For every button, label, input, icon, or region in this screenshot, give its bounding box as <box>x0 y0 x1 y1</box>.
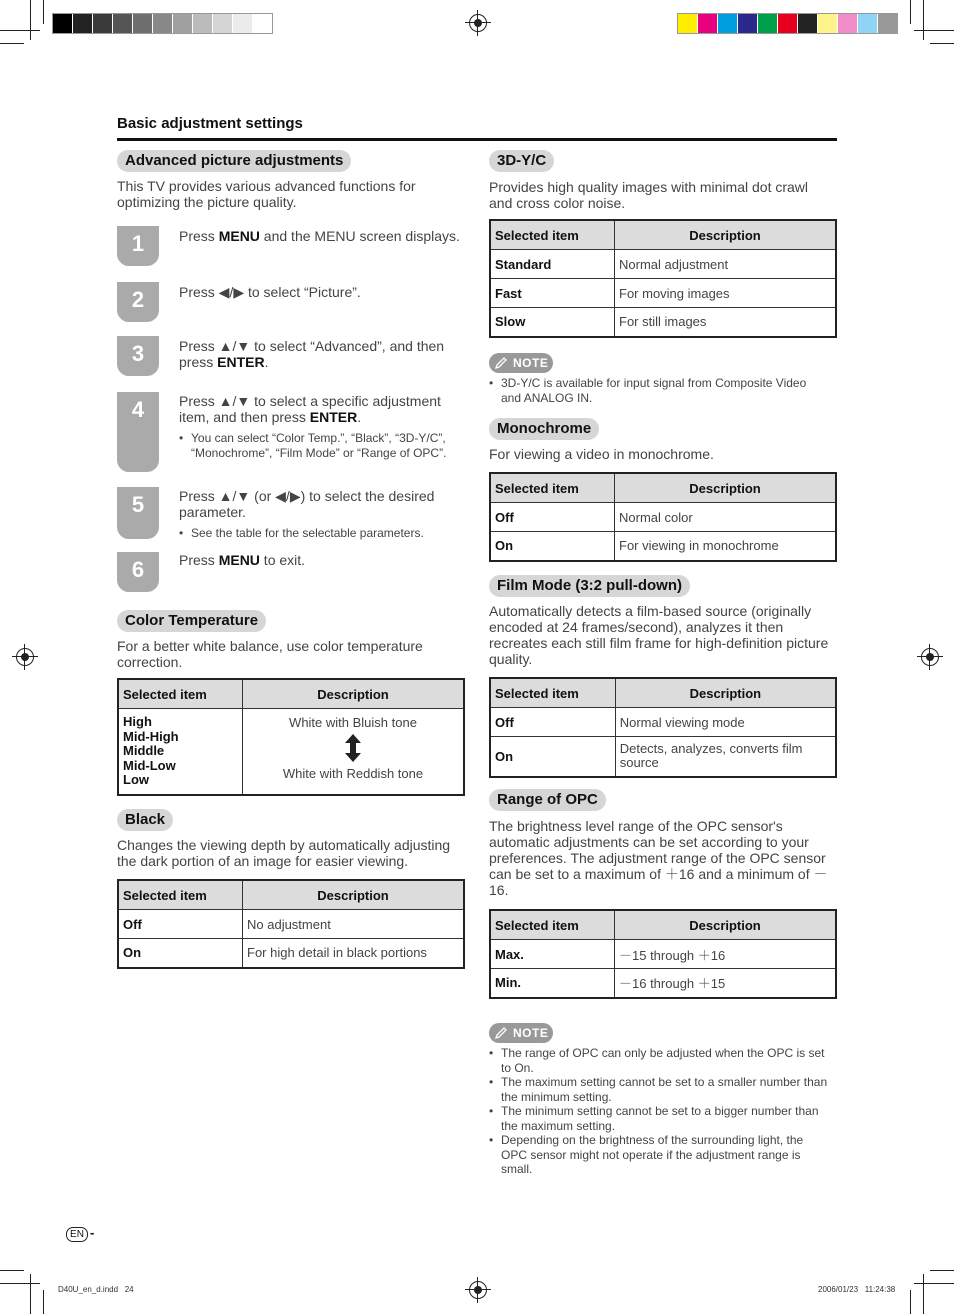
crop-mark <box>930 1270 954 1271</box>
table-header-item: Selected item <box>118 679 243 709</box>
table-header-desc: Description <box>615 678 836 708</box>
black-heading: Black <box>117 809 173 831</box>
table-row: On Detects, analyzes, converts film source <box>490 737 836 777</box>
registration-mark-icon <box>921 648 939 666</box>
table-header-item: Selected item <box>490 910 615 940</box>
crop-mark <box>0 1283 40 1284</box>
calibration-swatch <box>233 14 253 33</box>
crop-mark <box>0 43 24 44</box>
crop-mark <box>910 1290 911 1314</box>
page-dash: - <box>90 1225 95 1240</box>
step-number: 3 <box>117 336 159 376</box>
grayscale-calibration-bar <box>52 13 273 34</box>
crop-mark <box>0 30 40 31</box>
calibration-swatch <box>73 14 93 33</box>
crop-mark <box>923 0 924 40</box>
opc-notes <box>489 1046 829 1177</box>
section-rule <box>117 138 837 141</box>
table-row: Slow For still images <box>490 308 836 337</box>
registration-mark-icon <box>16 648 34 666</box>
film-mode-intro: Automatically detects a film-based source (originally encoded at 24 frames/second), analyzes it then recreates each still film frame for high-definition picture quality. <box>489 603 829 667</box>
color-temp-desc-bottom: White with Reddish tone <box>282 766 424 781</box>
calibration-swatch <box>113 14 133 33</box>
step-bullet: • See the table for the selectable parameters. <box>179 526 469 541</box>
calibration-swatch <box>213 14 233 33</box>
table-header-item: Selected item <box>490 678 615 708</box>
calibration-swatch <box>698 14 718 33</box>
calibration-swatch <box>738 14 758 33</box>
advanced-intro: This TV provides various advanced functions for optimizing the picture quality. <box>117 178 416 210</box>
color-temp-item: Low <box>123 772 149 787</box>
note-item: • The minimum setting cannot be set to a bigger number than the maximum setting. <box>489 1104 829 1133</box>
double-arrow-icon <box>247 730 459 766</box>
calibration-swatch <box>798 14 818 33</box>
crop-mark <box>30 0 31 40</box>
table-header-desc: Description <box>615 910 837 940</box>
crop-mark <box>910 0 911 24</box>
calibration-swatch <box>678 14 698 33</box>
opc-table <box>489 909 837 999</box>
table-row: Off Normal viewing mode <box>490 708 836 737</box>
calibration-swatch <box>53 14 73 33</box>
calibration-swatch <box>153 14 173 33</box>
color-temp-intro: For a better white balance, use color temperature correction. <box>117 638 423 670</box>
step-number: 6 <box>117 552 159 592</box>
crop-mark <box>30 1274 31 1314</box>
3dyc-notes <box>489 376 829 405</box>
step-text: Press ▲/▼ to select a specific adjustment item, and then press ENTER. • You can select “Color Temp.”, “Black”, “3D-Y/C”, “Monochrome”, “Film Mode” or “Range of OPC”. <box>179 393 469 461</box>
note-item: • The maximum setting cannot be set to a smaller number than the minimum setting. <box>489 1075 829 1104</box>
advanced-heading: Advanced picture adjustments <box>117 150 351 172</box>
table-row: On For high detail in black portions <box>118 939 464 968</box>
calibration-swatch <box>778 14 798 33</box>
3dyc-intro: Provides high quality images with minimal dot crawl and cross color noise. <box>489 179 809 211</box>
table-row: Fast For moving images <box>490 279 836 308</box>
table-row: Off No adjustment <box>118 910 464 939</box>
table-header-desc: Description <box>615 220 837 250</box>
table-row: On For viewing in monochrome <box>490 532 836 561</box>
calibration-swatch <box>93 14 113 33</box>
calibration-swatch <box>818 14 838 33</box>
registration-mark-icon <box>469 1281 487 1299</box>
monochrome-table <box>489 472 837 562</box>
3dyc-heading: 3D-Y/C <box>489 150 554 172</box>
pencil-icon <box>494 356 508 370</box>
step-bullet: • You can select “Color Temp.”, “Black”, “3D-Y/C”, “Monochrome”, “Film Mode” or “Range of OPC”. <box>179 431 463 461</box>
note-item: • Depending on the brightness of the surrounding light, the OPC sensor might not operate if the adjustment range is small. <box>489 1133 829 1177</box>
table-header-desc: Description <box>243 880 465 910</box>
calibration-swatch <box>173 14 193 33</box>
table-row: Max. －15 through ＋16 <box>490 940 836 969</box>
pencil-icon <box>494 1026 508 1040</box>
step-number: 1 <box>117 226 159 266</box>
step-number: 5 <box>117 487 159 539</box>
table-header-item: Selected item <box>118 880 243 910</box>
crop-mark <box>923 1274 924 1314</box>
step-text: Press ▲/▼ (or ◀/▶) to select the desired parameter. • See the table for the selectable parameters. <box>179 488 469 541</box>
note-badge: NOTE <box>489 353 553 373</box>
color-temp-table <box>117 678 465 796</box>
table-row: Off Normal color <box>490 503 836 532</box>
monochrome-heading: Monochrome <box>489 418 599 440</box>
crop-mark <box>914 1283 954 1284</box>
black-intro: Changes the viewing depth by automatically adjusting the dark portion of an image for easier viewing. <box>117 837 451 869</box>
calibration-swatch <box>718 14 738 33</box>
3dyc-table <box>489 219 837 338</box>
crop-mark <box>930 43 954 44</box>
crop-mark <box>43 0 44 24</box>
language-badge: EN <box>66 1227 88 1242</box>
calibration-swatch <box>858 14 878 33</box>
calibration-swatch <box>878 14 897 33</box>
calibration-swatch <box>838 14 858 33</box>
crop-mark <box>0 1270 24 1271</box>
section-title: Basic adjustment settings <box>117 115 303 132</box>
table-header-desc: Description <box>615 473 837 503</box>
note-item: • 3D-Y/C is available for input signal from Composite Video and ANALOG IN. <box>489 376 829 405</box>
color-temp-heading: Color Temperature <box>117 610 266 632</box>
footer-datetime: 2006/01/23 11:24:38 <box>818 1285 896 1294</box>
step-text: Press MENU and the MENU screen displays. <box>179 228 460 244</box>
footer-filename: D40U_en_d.indd 24 <box>58 1285 134 1294</box>
crop-mark <box>914 30 954 31</box>
color-temp-desc-top: White with Bluish tone <box>289 715 417 730</box>
calibration-swatch <box>758 14 778 33</box>
color-temp-item: Mid-Low <box>123 757 176 773</box>
table-row <box>118 709 464 795</box>
opc-intro: The brightness level range of the OPC sensor's automatic adjustments can be set according to your preferences. The adjustment range of the OPC sensor can be set to a maximum of ＋16 and a minimum of －16. <box>489 818 828 898</box>
table-header-item: Selected item <box>490 473 615 503</box>
calibration-swatch <box>253 14 272 33</box>
step-number: 4 <box>117 392 159 472</box>
note-item: • The range of OPC can only be adjusted when the OPC is set to On. <box>489 1046 829 1075</box>
calibration-swatch <box>193 14 213 33</box>
opc-heading: Range of OPC <box>489 789 606 811</box>
note-badge: NOTE <box>489 1023 553 1043</box>
step-text: Press ◀/▶ to select “Picture”. <box>179 284 361 300</box>
table-row: Min. －16 through ＋15 <box>490 969 836 998</box>
table-header-item: Selected item <box>490 220 615 250</box>
black-table <box>117 879 465 969</box>
film-mode-heading: Film Mode (3:2 pull-down) <box>489 575 690 597</box>
table-row: Standard Normal adjustment <box>490 250 836 279</box>
calibration-swatch <box>133 14 153 33</box>
color-temp-item: High <box>123 714 152 729</box>
color-temp-item: Mid-High <box>123 728 179 744</box>
registration-mark-icon <box>469 14 487 32</box>
step-text: Press ▲/▼ to select “Advanced”, and then press ENTER. <box>179 338 445 370</box>
crop-mark <box>43 1290 44 1314</box>
color-calibration-bar <box>677 13 898 34</box>
color-temp-item: Middle <box>123 743 165 758</box>
monochrome-intro: For viewing a video in monochrome. <box>489 446 714 462</box>
step-text: Press MENU to exit. <box>179 552 306 568</box>
film-mode-table <box>489 677 837 778</box>
step-number: 2 <box>117 282 159 322</box>
table-header-desc: Description <box>243 679 465 709</box>
